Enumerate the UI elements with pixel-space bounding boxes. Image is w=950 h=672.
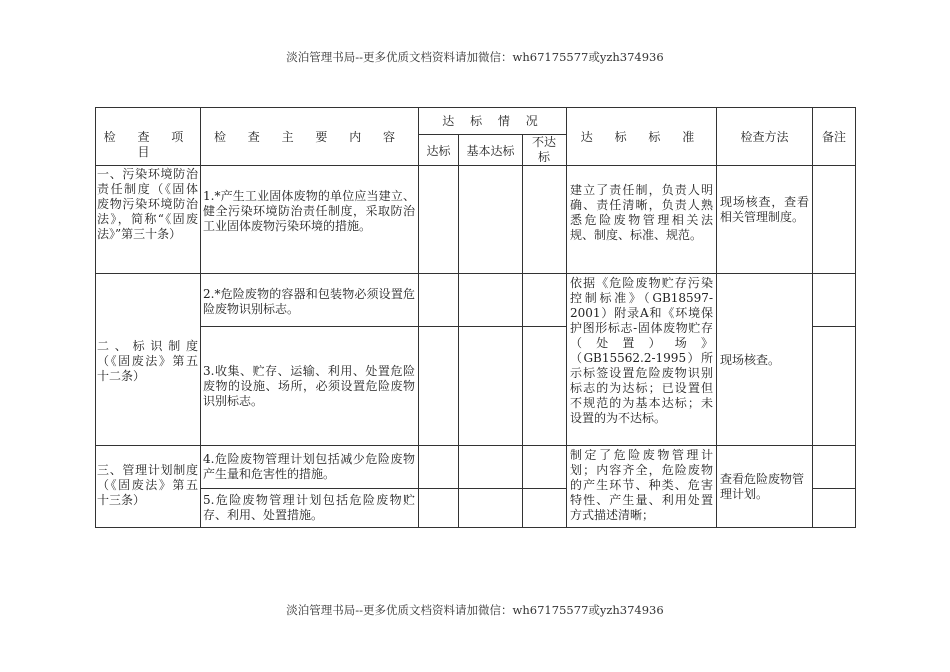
row2-method: 现场核查。	[720, 353, 781, 367]
row1-item: 一、污染环境防治责任制度（《固体废物污染环境防治法》，简称“《固废法》”第三十条）	[97, 167, 198, 241]
row3-standard: 制定了危险废物管理计划；内容齐全，危险废物的产生环节、种类、危害特性、产生量、利用处置方式描述清晰；	[570, 448, 713, 522]
row3-item: 三、管理计划制度（《固废法》第五十三条）	[97, 463, 198, 507]
row1-standard: 建立了责任制，负责人明确、责任清晰，负责人熟悉危险废物管理相关法规、制度、标准、规范。	[570, 183, 713, 242]
row2-content-b: 3.收集、贮存、运输、利用、处置危险废物的设施、场所，必须设置危险废物识别标志。	[203, 364, 415, 408]
row3-content-a: 4.危险废物管理计划包括减少危险废物产生量和危害性的措施。	[203, 452, 415, 481]
row2-standard: 依据《危险废物贮存污染控制标准》（GB18597-2001）附录A和《环境保护图形标志-固体废物贮存（处置）场》（GB15562.2-1995）所示标签设置危险废物识别标志的为达标；已设置但不规范的为基本达标；未设置的为不达标。	[570, 276, 713, 425]
col-header-remark: 备注	[821, 130, 846, 144]
col-header-item: 检 查 项 目	[103, 130, 193, 159]
row1-method: 现场核查，查看相关管理制度。	[720, 195, 809, 224]
row1-content: 1.*产生工业固体废物的单位应当建立、健全污染环境防治责任制度，采取防治工业固体废物污染环境的措施。	[203, 189, 415, 233]
col-header-fail: 不达标	[531, 135, 556, 164]
row2-content-a: 2.*危险废物的容器和包装物必须设置危险废物识别标志。	[203, 287, 415, 316]
row2-item: 二、标识制度（《固废法》第五十二条）	[97, 339, 198, 383]
col-header-content: 检 查 主 要 内 容	[213, 130, 405, 144]
col-header-standard: 达 标 标 准	[580, 130, 704, 144]
row3-method: 查看危险废物管理计划。	[720, 472, 805, 501]
page-header-text: 淡泊管理书局--更多优质文档资料请加微信：wh67175577或yzh374936	[286, 50, 664, 64]
col-header-basic: 基本达标	[466, 144, 515, 158]
page-footer-text: 淡泊管理书局--更多优质文档资料请加微信：wh67175577或yzh374936	[286, 603, 664, 617]
col-header-pass: 达标	[426, 144, 451, 158]
col-header-method: 检查方法	[740, 130, 789, 144]
col-header-status: 达 标 情 况	[442, 114, 544, 128]
row3-content-b: 5.危险废物管理计划包括危险废物贮存、利用、处置措施。	[203, 493, 415, 522]
